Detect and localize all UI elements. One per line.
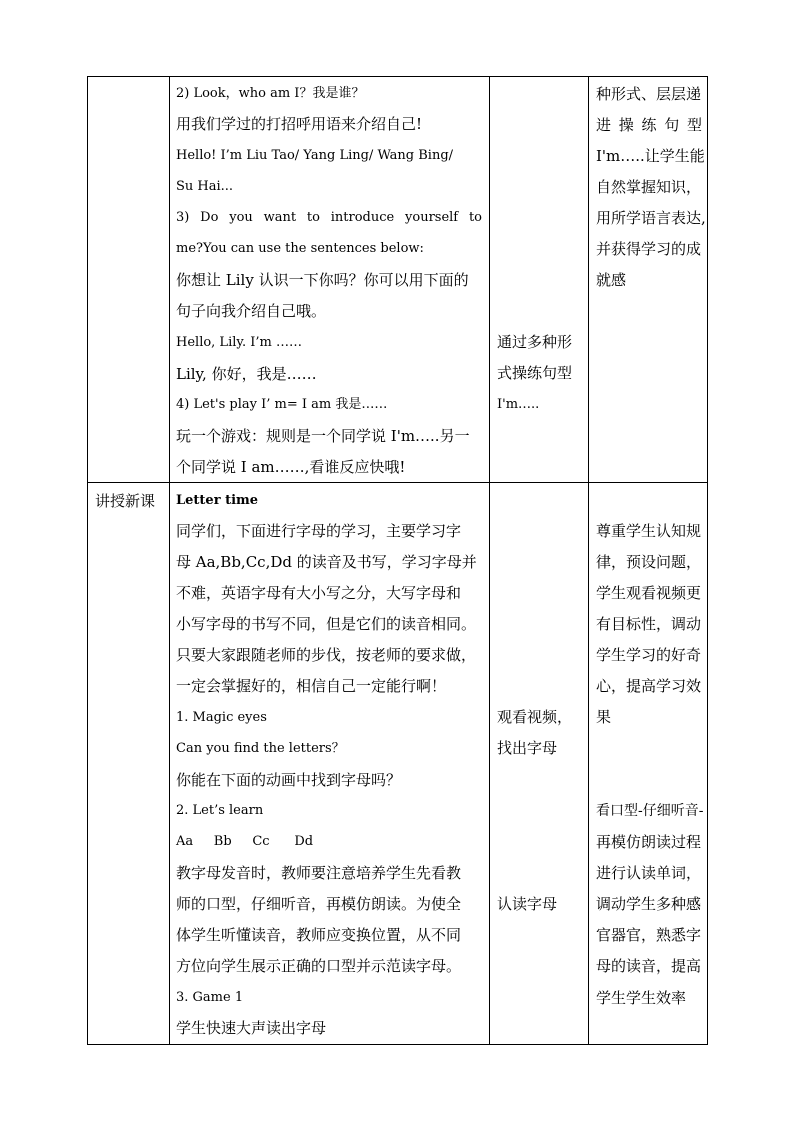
text-line: 方位向学生展示正确的口型并示范读字母。 <box>176 957 462 975</box>
text-line: 玩一个游戏：规则是一个同学说 I'm…..另一 <box>176 427 470 445</box>
text-line: 调动学生多种感 <box>596 895 702 913</box>
text-line: 2) Look，who am I？我是谁？ <box>176 86 365 101</box>
text-line: 再模仿朗读过程 <box>596 833 702 851</box>
text-line: 同学们，下面进行字母的学习，主要学习字 <box>176 522 462 540</box>
stage-label: 讲授新课 <box>95 492 156 510</box>
text-line: 不难，英语字母有大小写之分，大写字母和 <box>176 584 462 602</box>
text-line: 学生学习的好奇 <box>596 646 702 664</box>
text-line: 观看视频， <box>497 708 573 726</box>
text-line: 4) Let's play I’ m= I am 我是…… <box>176 397 388 412</box>
text-line: 官器官，熟悉字 <box>596 926 702 944</box>
text-line: 种形式、层层递 <box>596 85 702 103</box>
text-line: 学生快速大声读出字母 <box>176 1019 327 1037</box>
activity-cell <box>170 77 490 483</box>
text-line: 学生学生效率 <box>596 989 687 1007</box>
text-line: 教字母发音时，教师要注意培养学生先看教 <box>176 864 462 882</box>
text-line: 用我们学过的打招呼用语来介绍自己! <box>176 115 423 133</box>
text-line: 认读字母 <box>497 895 558 913</box>
text-line: Aa Bb Cc Dd <box>176 834 314 849</box>
text-line: 母的读音，提高 <box>596 957 702 975</box>
text-line: 就感 <box>596 271 627 289</box>
table-row <box>88 483 708 1045</box>
text-line: 2. Let’s learn <box>176 803 264 818</box>
text-line: 3) Do you want to introduce yourself to <box>176 210 482 225</box>
text-line: 1. Magic eyes <box>176 710 267 725</box>
text-line: 一定会掌握好的，相信自己一定能行啊！ <box>176 677 447 695</box>
text-line: 小写字母的书写不同，但是它们的读音相同。 <box>176 615 477 633</box>
text-line: 心，提高学习效 <box>596 677 702 695</box>
text-line: 看口型-仔细听音- <box>596 803 704 819</box>
purpose-cell <box>589 77 708 483</box>
text-line: 个同学说 I am……,看谁反应快哦! <box>176 458 406 476</box>
text-line: Lily, 你好，我是…… <box>176 365 317 383</box>
text-line: 找出字母 <box>497 739 558 757</box>
text-line: 你想让 Lily 认识一下你吗？你可以用下面的 <box>176 271 469 289</box>
text-line: 师的口型，仔细听音，再模仿朗读。为使全 <box>176 895 462 913</box>
text-line: 通过多种形 <box>497 333 573 351</box>
text-line: 自然掌握知识， <box>596 178 702 196</box>
text-line: 3. Game 1 <box>176 990 244 1005</box>
text-line: I'm….. <box>497 397 540 412</box>
text-line: 母 Aa,Bb,Cc,Dd 的读音及书写，学习字母并 <box>176 553 477 571</box>
text-line: 学生观看视频更 <box>596 584 702 602</box>
student-activity-cell <box>490 483 589 1045</box>
text-line: 进行认读单词， <box>596 864 702 882</box>
table-row <box>88 77 708 483</box>
text-line: Su Hai... <box>176 179 234 194</box>
student-activity-cell <box>490 77 589 483</box>
stage-cell <box>88 483 170 1045</box>
text-line: 你能在下面的动画中找到字母吗？ <box>176 771 402 789</box>
text-line: 律，预设问题， <box>596 553 702 571</box>
activity-cell <box>170 483 490 1045</box>
text-line: 并获得学习的成 <box>596 240 702 258</box>
stage-cell <box>88 77 170 483</box>
text-line: 进 操 练 句 型 <box>596 116 702 134</box>
text-line: Hello, Lily. I’m …… <box>176 335 302 350</box>
section-heading: Letter time <box>176 493 259 508</box>
text-line: 句子向我介绍自己哦。 <box>176 302 327 320</box>
text-line: 体学生听懂读音，教师应变换位置，从不同 <box>176 926 462 944</box>
text-line: me?You can use the sentences below: <box>176 241 424 256</box>
text-line: 用所学语言表达, <box>596 209 706 227</box>
purpose-cell <box>589 483 708 1045</box>
text-line: 果 <box>596 708 612 726</box>
text-line: Can you find the letters？ <box>176 741 345 756</box>
text-line: Hello! I’m Liu Tao/ Yang Ling/ Wang Bing/ <box>176 148 454 163</box>
text-line: 有目标性，调动 <box>596 615 702 633</box>
text-line: I'm…..让学生能 <box>596 147 705 165</box>
text-line: 只要大家跟随老师的步伐，按老师的要求做， <box>176 646 477 664</box>
lesson-plan-table <box>87 76 708 1045</box>
text-line: 尊重学生认知规 <box>596 522 702 540</box>
text-line: 式操练句型 <box>497 364 573 382</box>
